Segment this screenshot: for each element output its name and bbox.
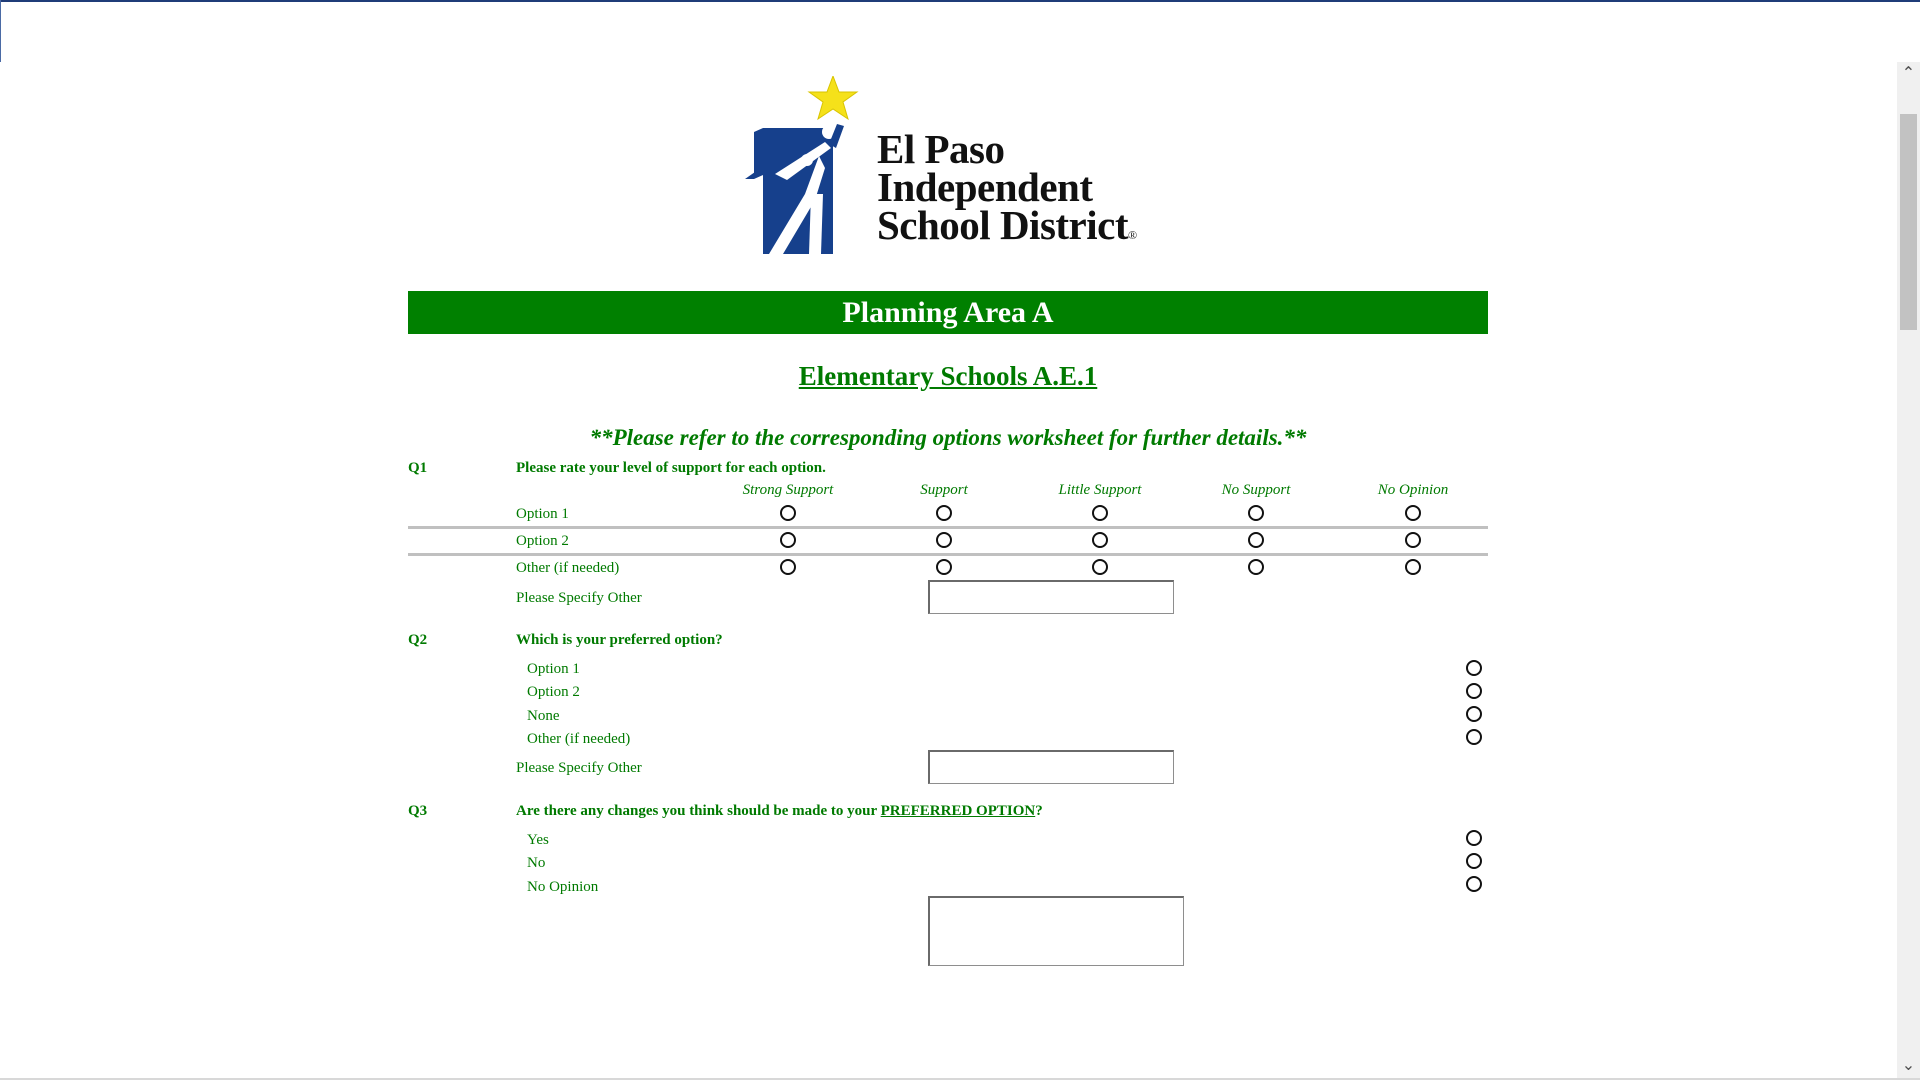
q1-text: Please rate your level of support for each option.: [516, 460, 826, 476]
q1-opt1-no-opinion-radio[interactable]: [1405, 505, 1421, 521]
chevron-down-icon[interactable]: ⌄: [1901, 1055, 1916, 1074]
q2-none-label: None: [527, 708, 560, 724]
district-emblem-icon: [745, 76, 875, 254]
district-wordmark: [877, 126, 1137, 254]
q1-other-no-opinion-radio[interactable]: [1405, 559, 1421, 575]
q1-col-strong-support: Strong Support: [742, 482, 834, 498]
q1-opt1-support-radio[interactable]: [936, 505, 952, 521]
q3-yes-radio[interactable]: [1466, 830, 1482, 846]
district-logo: [745, 76, 1165, 254]
page-subtitle: Elementary Schools A.E.1: [798, 361, 1098, 391]
q2-none-radio[interactable]: [1466, 706, 1482, 722]
q1-row-divider: [408, 526, 1488, 529]
q1-opt2-no-opinion-radio[interactable]: [1405, 532, 1421, 548]
q1-row-other: Other (if needed): [516, 560, 620, 576]
q1-opt2-no-support-radio[interactable]: [1248, 532, 1264, 548]
q2-option-2-label: Option 2: [527, 684, 580, 700]
q1-row-option-2: Option 2: [516, 533, 569, 549]
q3-text-before: Are there any changes you think should be made to your: [516, 803, 881, 819]
scrollbar-thumb[interactable]: [1900, 114, 1917, 330]
q1-other-support-radio[interactable]: [936, 559, 952, 575]
q2-option-1-radio[interactable]: [1466, 660, 1482, 676]
q1-other-strong-support-radio[interactable]: [780, 559, 796, 575]
q1-row-divider: [408, 553, 1488, 556]
q1-opt1-little-support-radio[interactable]: [1092, 505, 1108, 521]
district-name-line2: Independent: [877, 164, 1093, 210]
q3-text-after: ?: [1035, 803, 1043, 819]
q1-col-little-support: Little Support: [1058, 482, 1142, 498]
q1-specify-label: Please Specify Other: [516, 590, 642, 606]
q1-row-option-1: Option 1: [516, 506, 569, 522]
q1-other-little-support-radio[interactable]: [1092, 559, 1108, 575]
q2-number: Q2: [408, 632, 428, 648]
q2-option-1-label: Option 1: [527, 661, 580, 677]
q3-yes-label: Yes: [527, 832, 549, 848]
q1-col-no-support: No Support: [1221, 482, 1291, 498]
q2-specify-other-input[interactable]: [928, 750, 1174, 784]
window-left-edge: [0, 0, 1, 62]
q1-opt2-strong-support-radio[interactable]: [780, 532, 796, 548]
q3-number: Q3: [408, 803, 428, 819]
chevron-up-icon[interactable]: ⌃: [1901, 63, 1916, 82]
q1-col-support: Support: [920, 482, 968, 498]
q2-other-radio[interactable]: [1466, 729, 1482, 745]
window-top-border: [0, 0, 1920, 2]
q1-opt1-no-support-radio[interactable]: [1248, 505, 1264, 521]
q1-other-no-support-radio[interactable]: [1248, 559, 1264, 575]
registered-mark: ®: [1128, 228, 1137, 242]
q2-text: Which is your preferred option?: [516, 632, 723, 648]
q3-no-opinion-label: No Opinion: [527, 879, 599, 895]
q2-other-label: Other (if needed): [527, 731, 631, 747]
vertical-scrollbar[interactable]: [1897, 62, 1920, 1078]
q1-opt2-support-radio[interactable]: [936, 532, 952, 548]
q3-changes-textarea[interactable]: [928, 896, 1184, 966]
q3-text-emphasis: PREFERRED OPTION: [880, 803, 1036, 819]
q2-option-2-radio[interactable]: [1466, 683, 1482, 699]
q2-specify-label: Please Specify Other: [516, 760, 642, 776]
q3-text: [516, 803, 1043, 820]
q1-specify-other-input[interactable]: [928, 580, 1174, 614]
q3-no-label: No: [527, 855, 546, 871]
q1-opt2-little-support-radio[interactable]: [1092, 532, 1108, 548]
q1-col-no-opinion: No Opinion: [1377, 482, 1449, 498]
q3-no-radio[interactable]: [1466, 853, 1482, 869]
district-name-line3: School District: [877, 202, 1128, 248]
planning-area-banner: Planning Area A: [408, 291, 1488, 334]
page-viewport: [0, 62, 1897, 1078]
worksheet-note: **Please refer to the corresponding options worksheet for further details.**: [589, 425, 1307, 450]
q1-opt1-strong-support-radio[interactable]: [780, 505, 796, 521]
q1-number: Q1: [408, 460, 428, 476]
district-name-line1: El Paso: [877, 126, 1005, 172]
q3-no-opinion-radio[interactable]: [1466, 876, 1482, 892]
